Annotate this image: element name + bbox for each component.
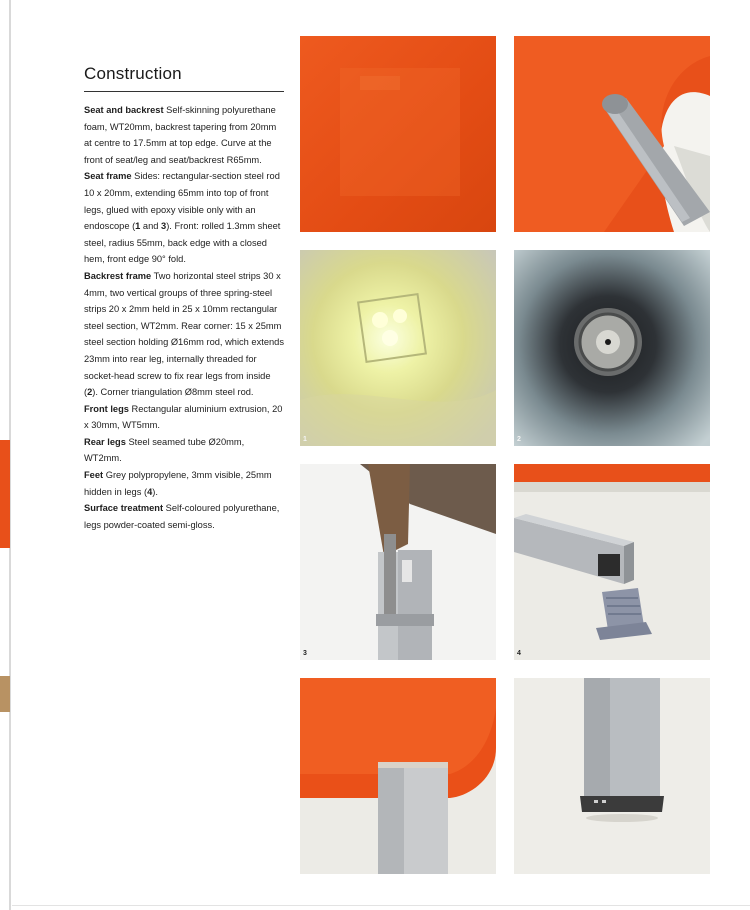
spec-description: Steel seamed tube Ø20mm, WT2mm.	[84, 436, 245, 464]
spec-backrest-frame	[84, 268, 284, 401]
photo-seat-surface	[300, 36, 496, 232]
spec-term: Backrest frame	[84, 270, 152, 281]
photo-leg-bottom	[514, 678, 710, 874]
spec-description: ). Corner triangulation Ø8mm steel rod.	[92, 387, 254, 398]
figure-reference: 4	[147, 486, 153, 497]
spec-surface-treatment	[84, 500, 284, 533]
previous-page-tan-strip	[0, 676, 10, 712]
photo-rear-leg-joint-image	[514, 36, 710, 232]
spec-front-legs	[84, 401, 284, 434]
spec-description: Self-skinning polyurethane foam, WT20mm, backrest tapering from 20mm at centre to 17.5mm at top edge. Curve at the front of seat/leg and seat/backrest R65mm.	[84, 105, 277, 165]
section-title: Construction	[84, 64, 284, 92]
figure-reference: 1	[135, 221, 141, 232]
photo-seat-leg-junction-image	[300, 678, 496, 874]
figure-number: 2	[517, 436, 521, 443]
figure-number: 4	[517, 650, 521, 657]
spec-seat-frame	[84, 168, 284, 268]
previous-page-orange-strip	[0, 440, 10, 548]
photo-socket-screw	[514, 250, 710, 446]
spec-description: Rectangular aluminium extrusion, 20 x 30mm, WT5mm.	[84, 403, 283, 431]
spec-feet	[84, 467, 284, 500]
spec-description: ). Front: rolled 1.3mm sheet steel, radius 55mm, back edge with a closed hem, front edge 90° fold.	[84, 221, 281, 265]
spec-description: Self-coloured polyurethane, legs powder-coated semi-gloss.	[84, 503, 280, 530]
spec-term: Seat and backrest	[84, 105, 164, 115]
spec-description: Grey polypropylene, 3mm visible, 25mm hidden in legs (	[84, 470, 272, 497]
spec-seat-and-backrest	[84, 102, 284, 168]
spec-rear-legs	[84, 434, 284, 467]
spec-term: Seat frame	[84, 171, 132, 182]
photo-front-leg-rod-image	[300, 464, 496, 660]
construction-text-column	[84, 64, 284, 533]
figure-number: 1	[303, 436, 307, 443]
spec-term: Rear legs	[84, 436, 126, 447]
photo-seat-surface-image	[300, 36, 496, 232]
spec-term: Feet	[84, 470, 104, 481]
photo-front-leg-rod	[300, 464, 496, 660]
spec-description: ).	[152, 486, 158, 497]
spec-term: Front legs	[84, 403, 129, 414]
page-bottom-rule	[12, 905, 750, 906]
spec-description: Sides: rectangular-section steel rod 10 x 20mm, extending 65mm into top of front legs, glued with epoxy visible only with an endoscope (	[84, 171, 280, 232]
photo-endoscope-glue-image	[300, 250, 496, 446]
photo-endoscope-glue	[300, 250, 496, 446]
figure-reference: 2	[87, 387, 93, 398]
photo-rear-leg-joint	[514, 36, 710, 232]
previous-page-edge	[0, 0, 12, 910]
spec-term: Surface treatment	[84, 503, 164, 514]
photo-leg-bottom-image	[514, 678, 710, 874]
photo-seat-leg-junction	[300, 678, 496, 874]
figure-number: 3	[303, 650, 307, 657]
photo-socket-screw-image	[514, 250, 710, 446]
figure-reference: 3	[161, 221, 167, 232]
photo-leg-foot-cap	[514, 464, 710, 660]
spec-description: Two horizontal steel strips 30 x 4mm, two vertical groups of three spring-steel strips 20 x 2mm held in 25 x 10mm rectangular steel section, WT2mm. Rear corner: 15 x 25mm steel section holding Ø16mm rod, which extends 23mm into rear leg, internally threaded for socket-head screw to fix rear legs from inside (	[84, 270, 284, 398]
spec-description: and	[140, 221, 162, 232]
photo-leg-foot-cap-image	[514, 464, 710, 660]
